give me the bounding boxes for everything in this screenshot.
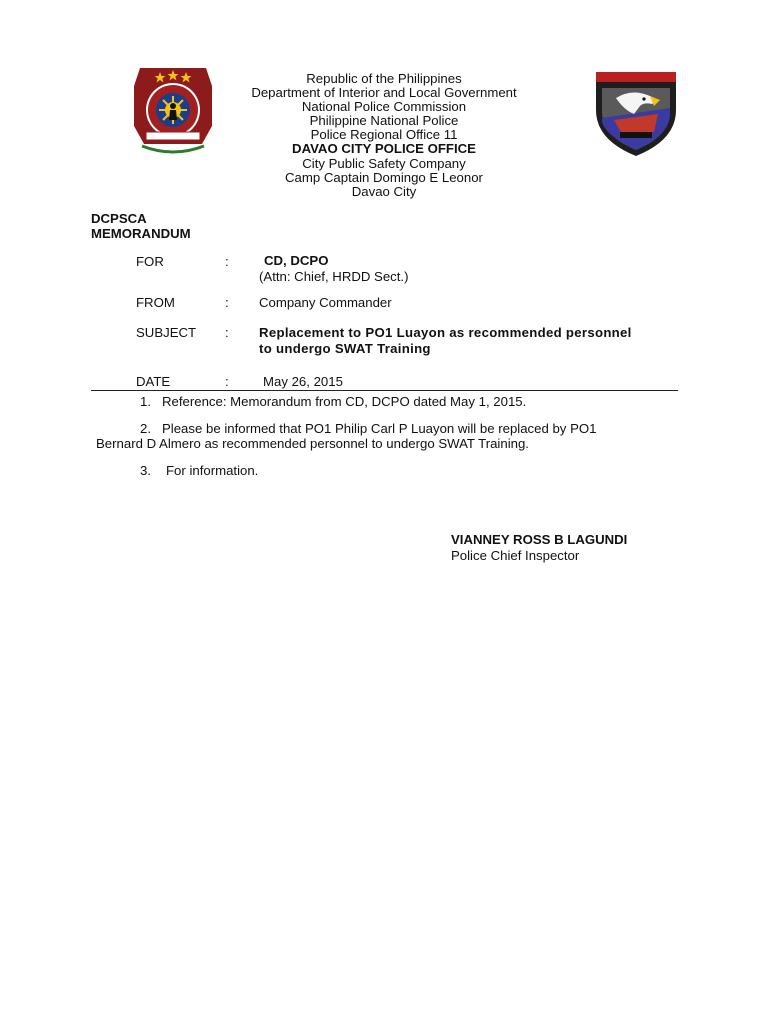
header-line-3: National Police Commission [301, 99, 467, 115]
eagle-shield-icon [594, 70, 678, 158]
from-value: Company Commander [259, 295, 392, 310]
signature-block [451, 532, 627, 563]
office-name: DAVAO CITY POLICE OFFICE [292, 141, 476, 157]
header-sub-line-1: City Public Safety Company [302, 155, 466, 171]
letterhead [184, 72, 584, 199]
subject-line-2: to undergo SWAT Training [259, 340, 431, 356]
paragraph-2-number: 2. [140, 421, 151, 436]
header-line-1: Republic of the Philippines [306, 71, 462, 86]
paragraph-3-number: 3. [140, 463, 151, 478]
subject-label: SUBJECT [136, 325, 197, 340]
for-value [259, 253, 409, 284]
date-colon: : [225, 374, 229, 389]
from-label: FROM [136, 295, 175, 310]
header-sub-line-3: Davao City [351, 183, 417, 199]
memo-type: MEMORANDUM [91, 225, 191, 241]
paragraph-1-text: Reference: Memorandum from CD, DCPO dated May 1, 2015. [162, 394, 527, 409]
subject-colon: : [225, 325, 229, 340]
subject-line-1: Replacement to PO1 Luayon as recommended personnel [259, 325, 632, 340]
memo-unit: DCPSCA [91, 211, 147, 226]
memo-label [91, 212, 191, 241]
for-recipient: CD, DCPO [264, 253, 329, 268]
date-label: DATE [136, 374, 171, 389]
header-line-5: Police Regional Office 11 [310, 127, 458, 143]
signatory-title: Police Chief Inspector [451, 547, 580, 563]
paragraph-3-text: For information. [166, 463, 259, 478]
for-label: FOR [136, 254, 164, 269]
dcpsc-logo [594, 70, 678, 158]
paragraph-1-number: 1. [140, 394, 151, 409]
paragraph-2-line-2: Bernard D Almero as recommended personnel to undergo SWAT Training. [96, 436, 529, 451]
signatory-name: VIANNEY ROSS B LAGUNDI [451, 532, 628, 547]
divider-line [91, 390, 678, 391]
subject-value [259, 325, 632, 356]
header-sub-line-2: Camp Captain Domingo E Leonor [285, 169, 483, 185]
for-attention: (Attn: Chief, HRDD Sect.) [259, 268, 409, 284]
for-colon: : [225, 254, 229, 269]
header-line-4: Philippine National Police [309, 113, 459, 129]
header-line-2: Department of Interior and Local Government [251, 85, 517, 101]
date-value: May 26, 2015 [263, 374, 343, 389]
paragraph-2-line-1: Please be informed that PO1 Philip Carl P Luayon will be replaced by PO1 [162, 421, 597, 436]
from-colon: : [225, 295, 229, 310]
